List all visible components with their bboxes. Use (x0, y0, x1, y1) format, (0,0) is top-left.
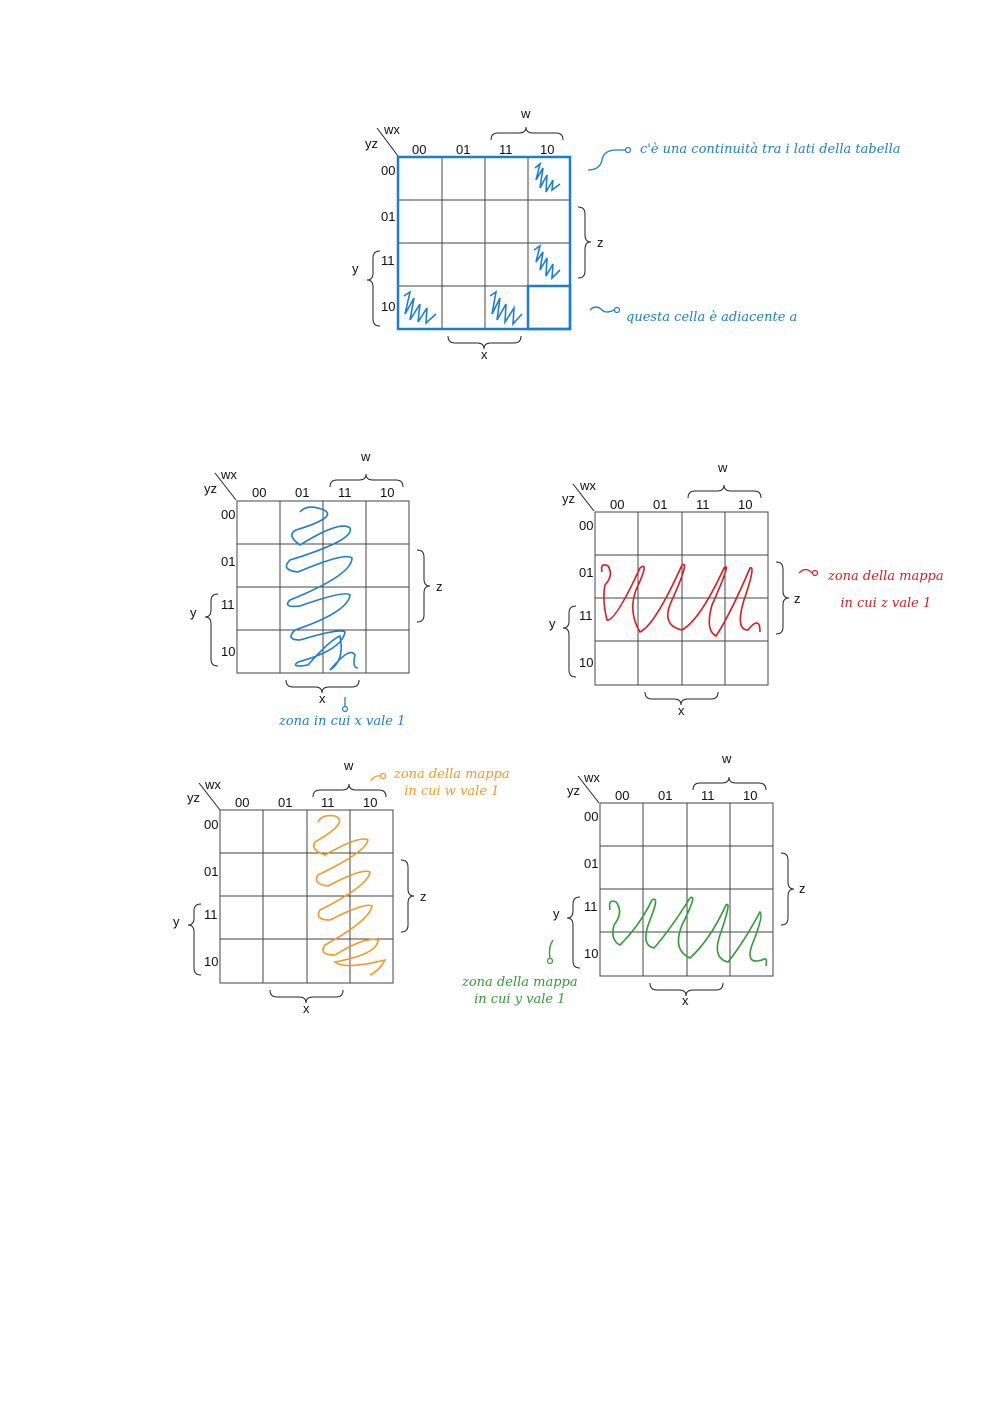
var-y-label: y (173, 914, 180, 929)
note-z-zone-line2: in cui z vale 1 (840, 596, 932, 611)
note-y-zone (462, 974, 578, 1008)
row-header: 00 (221, 507, 236, 522)
note-w-zone-line2: in cui w vale 1 (404, 784, 500, 799)
note-continuity: c'è una continuità tra i lati della tabella (640, 142, 901, 157)
col-header: 00 (252, 485, 267, 500)
corner-col-label: wx (221, 467, 237, 482)
row-header: 10 (221, 644, 236, 659)
note-y-zone-line1: zona della mappa (462, 975, 578, 990)
col-header: 10 (540, 142, 555, 157)
var-x-label: x (303, 1001, 310, 1016)
corner-row-label: yz (567, 783, 580, 798)
note-y-zone-line2: in cui y vale 1 (474, 992, 566, 1007)
col-header: 00 (615, 788, 630, 803)
row-header: 10 (381, 299, 396, 314)
var-w-label: w (718, 460, 728, 475)
var-x-label: x (481, 347, 488, 362)
col-header: 11 (499, 142, 513, 157)
var-y-label: y (549, 616, 556, 631)
var-x-label: x (678, 703, 685, 718)
corner-row-label: yz (204, 481, 217, 496)
row-header: 01 (381, 209, 396, 224)
col-header: 11 (701, 788, 715, 803)
col-header: 00 (412, 142, 427, 157)
corner-col-label: wx (580, 478, 596, 493)
note-x-zone: zona in cui x vale 1 (279, 714, 406, 729)
col-header: 00 (235, 795, 250, 810)
row-header: 00 (579, 518, 594, 533)
row-header: 00 (204, 817, 219, 832)
col-header: 01 (456, 142, 471, 157)
note-leader (549, 940, 553, 958)
corner-row-label: yz (187, 790, 200, 805)
col-header: 01 (295, 485, 310, 500)
kmap-grid (600, 803, 773, 976)
col-header: 11 (321, 795, 335, 810)
var-y-label: y (190, 605, 197, 620)
row-header: 00 (584, 809, 599, 824)
row-header: 11 (579, 608, 593, 623)
var-z-label: z (794, 591, 801, 606)
var-z-label: z (420, 889, 427, 904)
row-header: 01 (579, 565, 594, 580)
var-w-label: w (722, 751, 732, 766)
row-header: 01 (221, 554, 236, 569)
var-z-label: z (597, 235, 604, 250)
col-header: 10 (743, 788, 758, 803)
col-header: 10 (738, 497, 753, 512)
row-header: 10 (584, 946, 599, 961)
note-w-zone-line1: zona della mappa (394, 767, 510, 782)
var-w-label: w (521, 106, 531, 121)
col-header: 10 (380, 485, 395, 500)
corner-row-label: yz (562, 491, 575, 506)
var-z-label: z (436, 579, 443, 594)
corner-col-label: wx (584, 770, 600, 785)
col-header: 11 (696, 497, 710, 512)
row-header: 11 (381, 253, 395, 268)
col-header: 01 (658, 788, 673, 803)
col-header: 11 (338, 485, 352, 500)
corner-col-label: wx (384, 122, 400, 137)
corner-row-label: yz (365, 136, 378, 151)
var-x-label: x (319, 691, 326, 706)
row-header: 11 (204, 907, 218, 922)
var-w-label: w (344, 758, 354, 773)
brace-y (567, 897, 580, 968)
var-y-label: y (553, 906, 560, 921)
note-adjacent-text: questa cella è adiacente a (626, 310, 798, 325)
col-header: 00 (610, 497, 625, 512)
corner-col-label: wx (205, 777, 221, 792)
row-header: 11 (221, 597, 235, 612)
var-z-label: z (799, 881, 806, 896)
var-w-label: w (361, 449, 371, 464)
row-header: 10 (204, 954, 219, 969)
row-header: 11 (584, 899, 598, 914)
note-leader-dot (548, 959, 553, 964)
col-header: 01 (278, 795, 293, 810)
row-header: 00 (381, 163, 396, 178)
col-header: 01 (653, 497, 668, 512)
col-header: 10 (363, 795, 378, 810)
row-header: 10 (579, 655, 594, 670)
note-z-zone-line1: zona della mappa (828, 569, 944, 584)
var-x-label: x (682, 993, 689, 1008)
var-y-label: y (352, 261, 359, 276)
brace-z (781, 853, 794, 925)
row-header: 01 (584, 856, 599, 871)
row-header: 01 (204, 864, 219, 879)
